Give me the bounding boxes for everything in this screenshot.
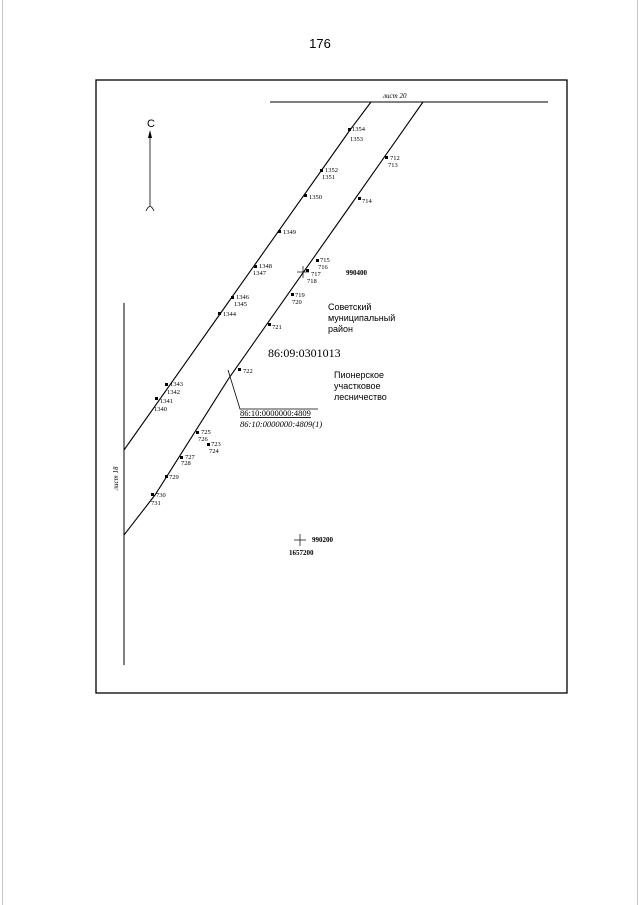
boundary-point-marker <box>196 431 199 434</box>
north-label: С <box>147 118 155 130</box>
forestry-label <box>334 370 387 402</box>
point-label: 1344 <box>223 311 236 318</box>
point-label: 728 <box>181 460 191 467</box>
point-label: 1343 <box>170 381 183 388</box>
boundary-point-marker <box>278 230 281 233</box>
boundary-point-marker <box>385 156 388 159</box>
boundary-point-marker <box>238 368 241 371</box>
north-arrow <box>146 118 155 211</box>
point-label: 725 <box>201 429 211 436</box>
boundary-point-marker <box>155 397 158 400</box>
point-label: 1352 <box>325 167 338 174</box>
point-label: 718 <box>307 278 317 285</box>
sheet-label: лист 20 <box>383 92 407 100</box>
point-label: 724 <box>209 448 219 455</box>
region-label <box>328 302 395 334</box>
point-label: 717 <box>311 271 321 278</box>
boundary-point-marker <box>358 197 361 200</box>
grid-coordinate-label: 990400 <box>346 269 367 277</box>
point-label: 1347 <box>253 270 266 277</box>
point-label: 722 <box>243 368 253 375</box>
point-label: 721 <box>272 324 282 331</box>
svg-text:Пионерское: Пионерское <box>334 370 385 380</box>
boundary-point-marker <box>218 312 221 315</box>
boundary-point-marker <box>231 296 234 299</box>
boundary-point-marker <box>207 443 210 446</box>
point-label: 1354 <box>352 126 365 133</box>
point-label: 727 <box>185 454 195 461</box>
grid-coordinate-y: 1657200 <box>289 549 314 557</box>
point-label: 731 <box>151 500 161 507</box>
svg-text:муниципальный: муниципальный <box>328 313 396 323</box>
point-label: 726 <box>198 436 208 443</box>
boundary-point-marker <box>291 293 294 296</box>
point-label: 1346 <box>236 294 249 301</box>
point-label: 1350 <box>309 194 322 201</box>
point-label: 712 <box>390 155 400 162</box>
page-number: 176 <box>309 36 331 51</box>
point-label: 1353 <box>350 136 363 143</box>
boundary-point-marker <box>306 269 309 272</box>
svg-text:участковое: участковое <box>334 381 381 391</box>
parcel-leader-line <box>228 370 318 409</box>
boundary-point-marker <box>268 323 271 326</box>
boundary-point-marker <box>254 265 257 268</box>
point-label: 1340 <box>154 406 167 413</box>
parcel-number: 86:10:0000000:4809 <box>240 408 311 418</box>
point-label: 714 <box>362 198 372 205</box>
boundary-point-marker <box>180 456 183 459</box>
point-label: 1341 <box>160 398 173 405</box>
point-label: 1349 <box>283 229 296 236</box>
grid-cross-icon <box>294 534 306 546</box>
point-label: 716 <box>318 264 328 271</box>
boundary-point-marker <box>304 194 307 197</box>
boundary-point-marker <box>165 475 168 478</box>
boundary-point-marker <box>348 128 351 131</box>
point-label: 715 <box>320 257 330 264</box>
left-sheet-label: лист 18 <box>112 466 120 490</box>
point-label: 719 <box>295 292 305 299</box>
point-label: 720 <box>292 299 302 306</box>
parcel-sub-number: 86:10:0000000:4809(1) <box>240 419 323 429</box>
lower-line-points <box>151 155 400 507</box>
boundary-point-marker <box>165 383 168 386</box>
point-label: 1348 <box>259 263 272 270</box>
svg-text:лесничество: лесничество <box>334 392 387 402</box>
boundary-point-marker <box>320 169 323 172</box>
north-arrow-tail <box>146 207 154 212</box>
cadastral-district-number: 86:09:0301013 <box>268 346 341 360</box>
grid-coordinate-x: 990200 <box>312 536 333 544</box>
point-label: 723 <box>211 441 221 448</box>
north-arrow-icon <box>148 130 152 138</box>
point-label: 1345 <box>234 301 247 308</box>
point-label: 730 <box>156 492 166 499</box>
point-label: 713 <box>388 162 398 169</box>
svg-text:Советский: Советский <box>328 302 372 312</box>
point-label: 1342 <box>167 389 180 396</box>
boundary-point-marker <box>316 259 319 262</box>
svg-text:район: район <box>328 324 354 334</box>
grid-cross-icon <box>297 266 309 278</box>
point-label: 729 <box>169 474 179 481</box>
point-label: 1351 <box>322 174 335 181</box>
boundary-point-marker <box>151 493 154 496</box>
